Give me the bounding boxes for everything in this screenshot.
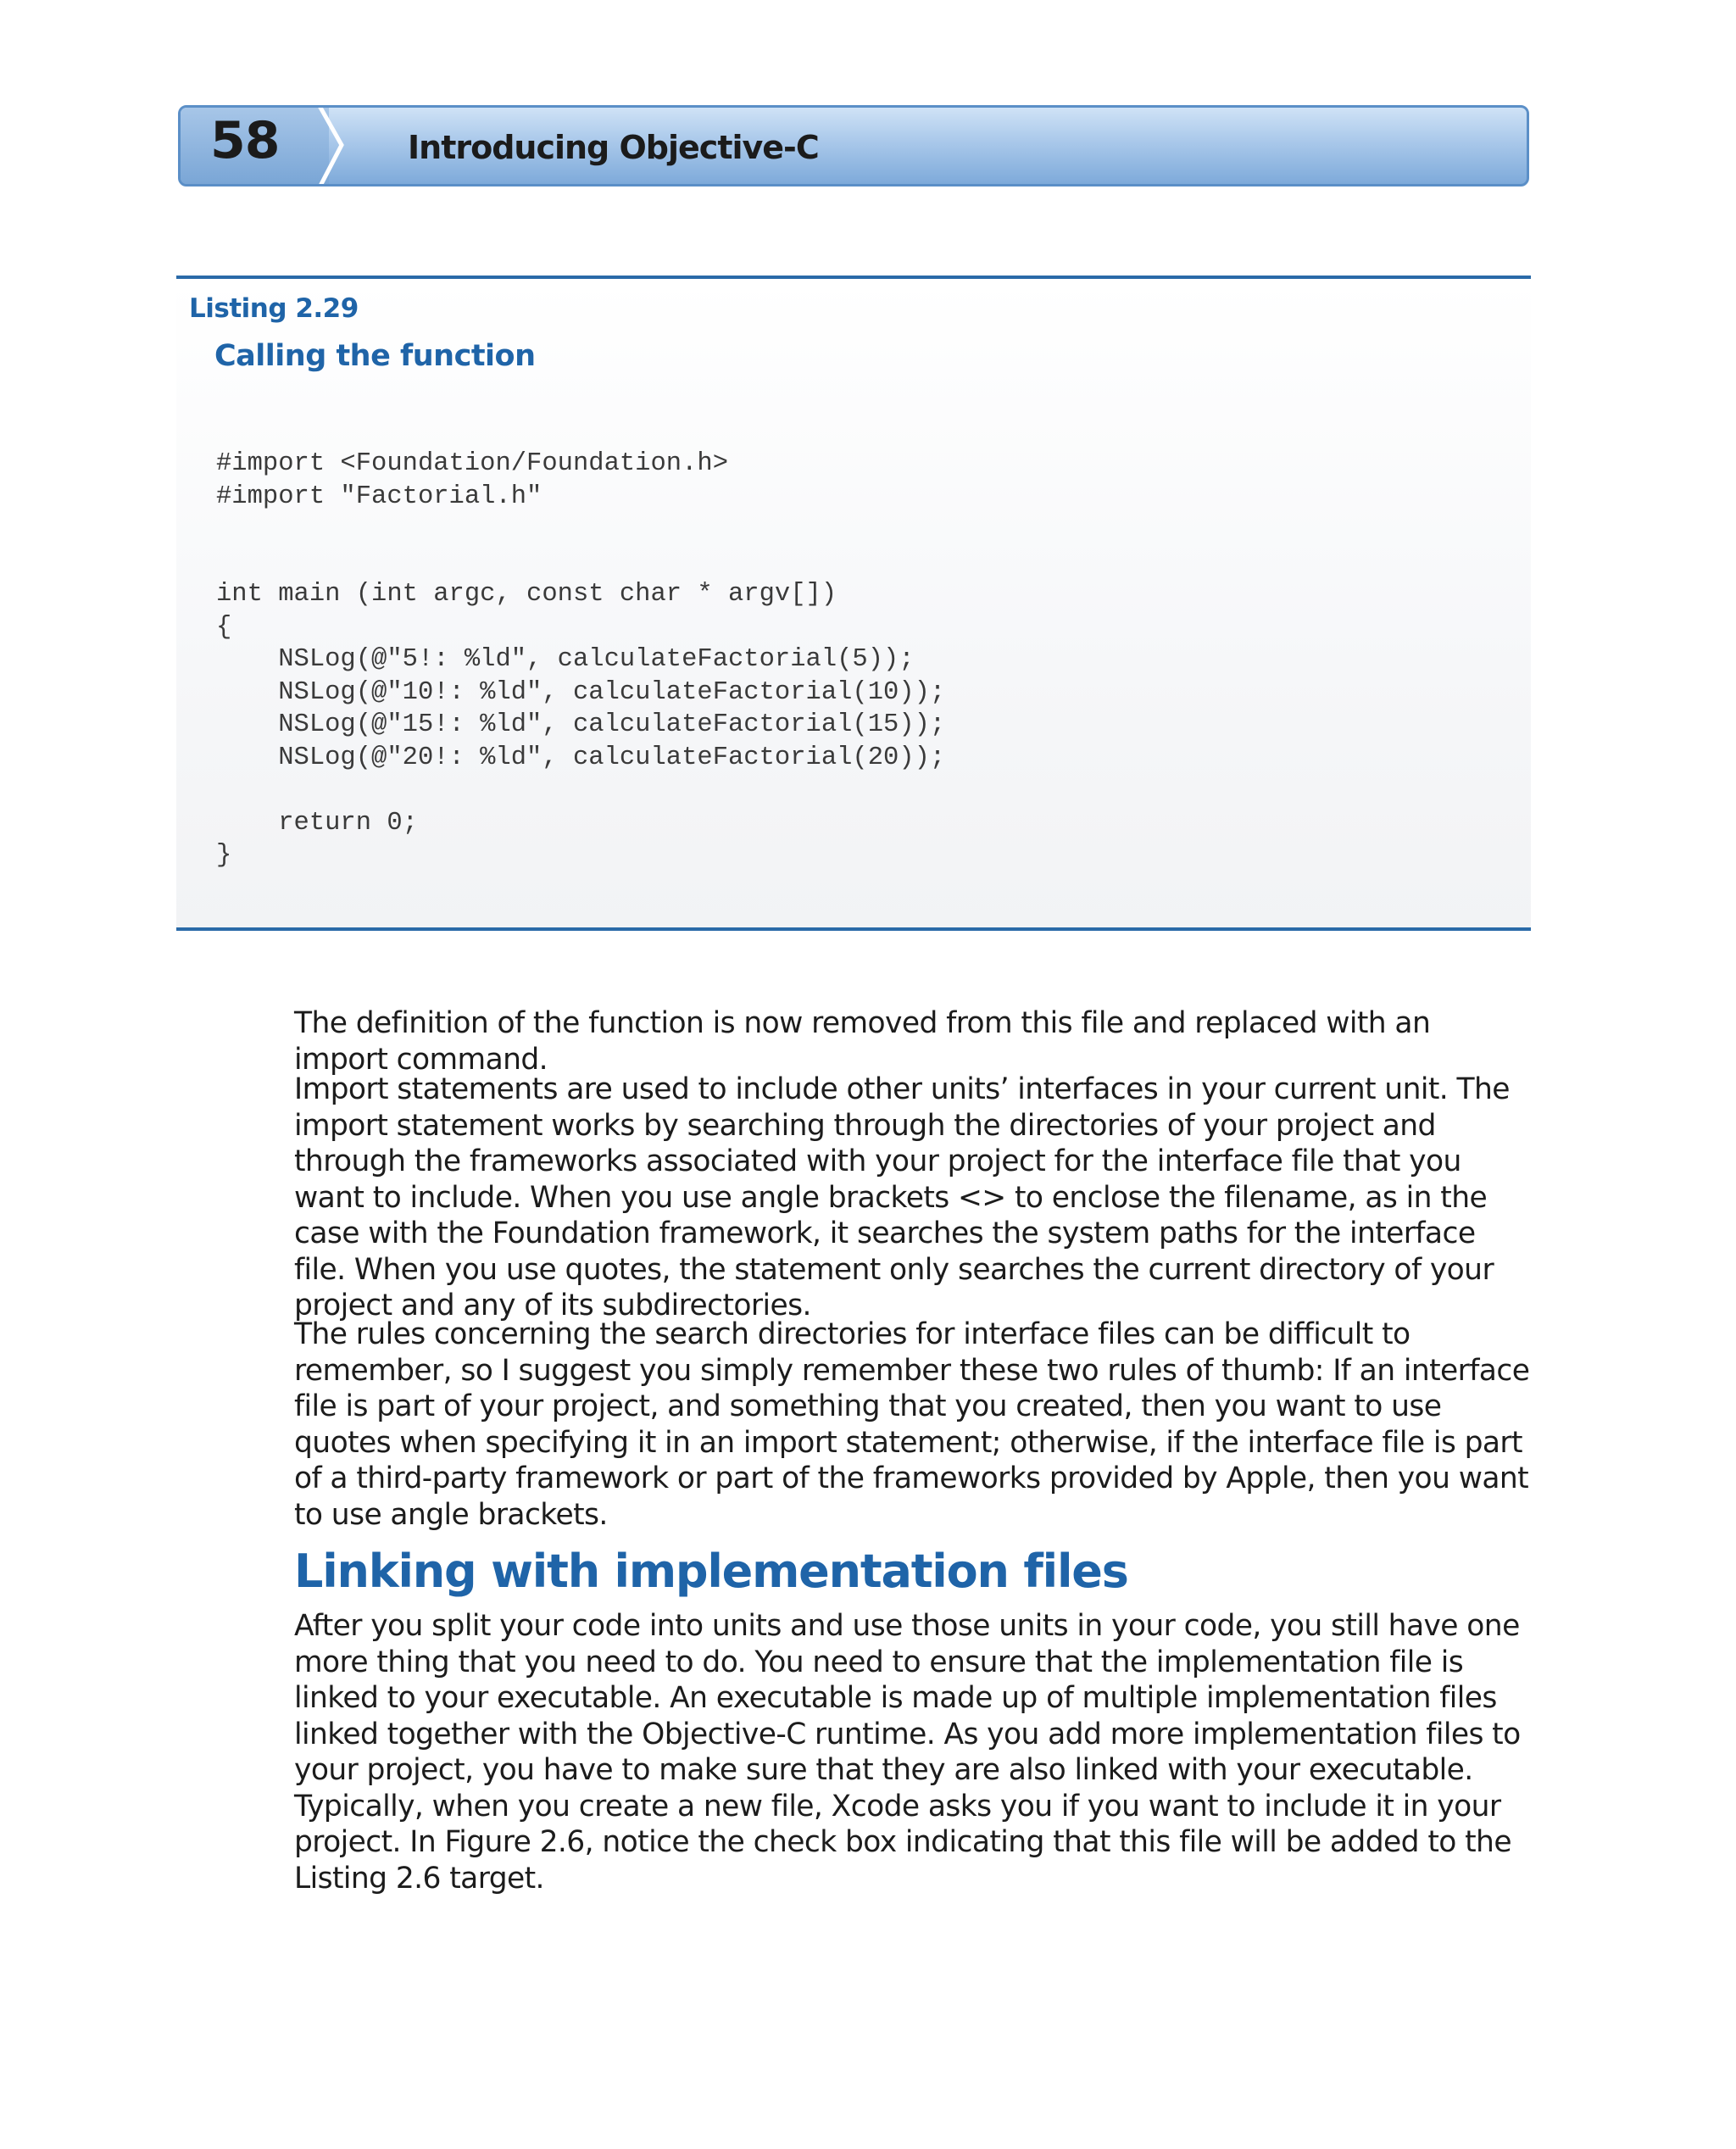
code-line: NSLog(@"15!: %ld", calculateFactorial(15)); <box>216 710 946 739</box>
code-line <box>216 774 945 807</box>
code-line: return 0; <box>216 808 418 838</box>
code-listing <box>216 448 945 872</box>
section-heading: Linking with implementation files <box>294 1545 1128 1598</box>
body-paragraph: After you split your code into units and use those units in your code, you still have one more thing that you need to do. You need to ensure that the implementation file is linked to your executable. An executable is made up of multiple implementation files linked together with the Objective-C runtime. As you add more implementation files to your project, you have to make sure that they are also linked with your executable. Typically, when you create a new file, Xcode asks you if you want to include it in your project. In Figure 2.6, notice the check box indicating that this file will be added to the Listing 2.6 target. <box>294 1609 1521 1896</box>
code-line: NSLog(@"5!: %ld", calculateFactorial(5)); <box>216 645 915 674</box>
listing-number: Listing 2.29 <box>189 293 359 324</box>
body-paragraph: Import statements are used to include other units’ interfaces in your current unit. The import statement works by searching through the directories of your project and through the frameworks associated with your project for the interface file that you want to include. When you use angle brackets <> to enclose the filename, as in the case with the Foundation framework, it searches the system paths for the interface file. When you use quotes, the statement only searches the current directory of your project and any of its subdirectories. <box>294 1072 1510 1322</box>
chevron-icon <box>316 106 350 187</box>
listing-title: Calling the function <box>214 339 536 373</box>
body-paragraph: The rules concerning the search directories for interface files can be difficult to remember, so I suggest you simply remember these two rules of thumb: If an interface file is part of your project, and something that you created, then you want to use quotes when specifying it in an import statement; otherwise, if the interface file is part of a third-party framework or part of the frameworks provided by Apple, then you want to use angle brackets. <box>294 1317 1530 1532</box>
code-line: } <box>216 841 232 870</box>
code-line: #import <Foundation/Foundation.h> <box>216 449 728 478</box>
code-line: int main (int argc, const char * argv[]) <box>216 580 837 609</box>
code-line <box>216 513 945 546</box>
code-line: { <box>216 612 232 642</box>
listing-bottom-rule <box>176 927 1531 931</box>
code-line: NSLog(@"20!: %ld", calculateFactorial(20)); <box>216 743 946 772</box>
page-number: 58 <box>210 111 280 170</box>
body-paragraph: The definition of the function is now removed from this file and replaced with an import command. <box>294 1006 1431 1077</box>
running-title: Introducing Objective-C <box>408 129 819 166</box>
code-line: NSLog(@"10!: %ld", calculateFactorial(10)); <box>216 677 946 707</box>
listing-top-rule <box>176 276 1531 279</box>
running-header <box>178 105 1529 187</box>
code-line <box>216 546 945 579</box>
code-line: #import "Factorial.h" <box>216 482 542 511</box>
